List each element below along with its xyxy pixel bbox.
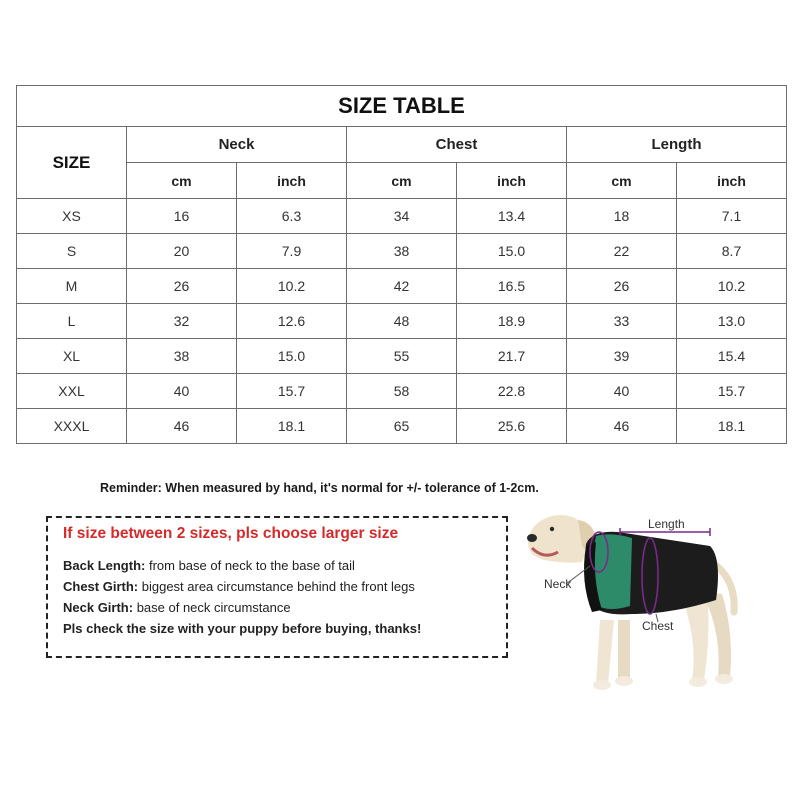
- table-cell: 13.4: [457, 199, 567, 234]
- size-cell: XXL: [17, 374, 127, 409]
- dog-measurement-illustration: [522, 502, 792, 702]
- table-cell: 15.7: [677, 374, 787, 409]
- table-cell: 7.9: [237, 234, 347, 269]
- size-cell: XXXL: [17, 409, 127, 444]
- table-cell: 18: [567, 199, 677, 234]
- table-cell: 26: [567, 269, 677, 304]
- table-cell: 22: [567, 234, 677, 269]
- table-cell: 18.9: [457, 304, 567, 339]
- table-cell: 12.6: [237, 304, 347, 339]
- size-cell: S: [17, 234, 127, 269]
- table-row: [17, 409, 787, 444]
- chest-header: Chest: [347, 127, 567, 163]
- table-cell: 18.1: [677, 409, 787, 444]
- tolerance-reminder: Reminder: When measured by hand, it's normal for +/- tolerance of 1-2cm.: [100, 481, 539, 495]
- table-cell: 55: [347, 339, 457, 374]
- table-cell: 40: [567, 374, 677, 409]
- size-cell: M: [17, 269, 127, 304]
- table-cell: 34: [347, 199, 457, 234]
- back-length-label: Back Length:: [63, 558, 146, 573]
- chest-girth-note: [63, 579, 415, 594]
- table-cell: 26: [127, 269, 237, 304]
- size-cell: L: [17, 304, 127, 339]
- table-cell: 15.4: [677, 339, 787, 374]
- table-cell: 7.1: [677, 199, 787, 234]
- final-note: Pls check the size with your puppy before buying, thanks!: [63, 621, 422, 636]
- unit-header: cm: [567, 163, 677, 199]
- table-row: [17, 304, 787, 339]
- unit-header: cm: [127, 163, 237, 199]
- table-cell: 18.1: [237, 409, 347, 444]
- table-row: [17, 199, 787, 234]
- chest-girth-text: biggest area circumstance behind the front legs: [138, 579, 415, 594]
- size-cell: XL: [17, 339, 127, 374]
- length-label: Length: [648, 517, 685, 531]
- table-cell: 8.7: [677, 234, 787, 269]
- size-table: [16, 85, 787, 444]
- table-cell: 38: [127, 339, 237, 374]
- table-cell: 25.6: [457, 409, 567, 444]
- table-cell: 15.0: [457, 234, 567, 269]
- measurement-notes-box: [46, 516, 508, 658]
- table-cell: 48: [347, 304, 457, 339]
- table-cell: 33: [567, 304, 677, 339]
- table-cell: 10.2: [677, 269, 787, 304]
- table-cell: 15.0: [237, 339, 347, 374]
- table-title: SIZE TABLE: [17, 86, 787, 127]
- table-cell: 20: [127, 234, 237, 269]
- neck-header: Neck: [127, 127, 347, 163]
- length-header: Length: [567, 127, 787, 163]
- unit-header: inch: [677, 163, 787, 199]
- chest-label: Chest: [642, 619, 674, 633]
- neck-girth-label: Neck Girth:: [63, 600, 134, 615]
- neck-label: Neck: [544, 577, 572, 591]
- size-cell: XS: [17, 199, 127, 234]
- table-cell: 65: [347, 409, 457, 444]
- table-cell: 58: [347, 374, 457, 409]
- unit-header: inch: [457, 163, 567, 199]
- table-row: [17, 374, 787, 409]
- chest-girth-label: Chest Girth:: [63, 579, 139, 594]
- table-cell: 15.7: [237, 374, 347, 409]
- table-cell: 32: [127, 304, 237, 339]
- back-length-note: [63, 558, 355, 573]
- table-cell: 39: [567, 339, 677, 374]
- table-cell: 46: [127, 409, 237, 444]
- size-warning: If size between 2 sizes, pls choose larger size: [63, 525, 399, 542]
- table-cell: 40: [127, 374, 237, 409]
- table-cell: 10.2: [237, 269, 347, 304]
- unit-header: inch: [237, 163, 347, 199]
- table-row: [17, 234, 787, 269]
- neck-girth-note: [63, 600, 291, 615]
- table-cell: 6.3: [237, 199, 347, 234]
- table-cell: 16: [127, 199, 237, 234]
- table-row: [17, 339, 787, 374]
- size-column-header: SIZE: [17, 127, 127, 199]
- table-cell: 13.0: [677, 304, 787, 339]
- table-row: [17, 269, 787, 304]
- table-cell: 42: [347, 269, 457, 304]
- table-cell: 38: [347, 234, 457, 269]
- back-length-text: from base of neck to the base of tail: [145, 558, 355, 573]
- table-cell: 46: [567, 409, 677, 444]
- table-cell: 21.7: [457, 339, 567, 374]
- table-cell: 22.8: [457, 374, 567, 409]
- table-cell: 16.5: [457, 269, 567, 304]
- unit-header: cm: [347, 163, 457, 199]
- neck-girth-text: base of neck circumstance: [133, 600, 291, 615]
